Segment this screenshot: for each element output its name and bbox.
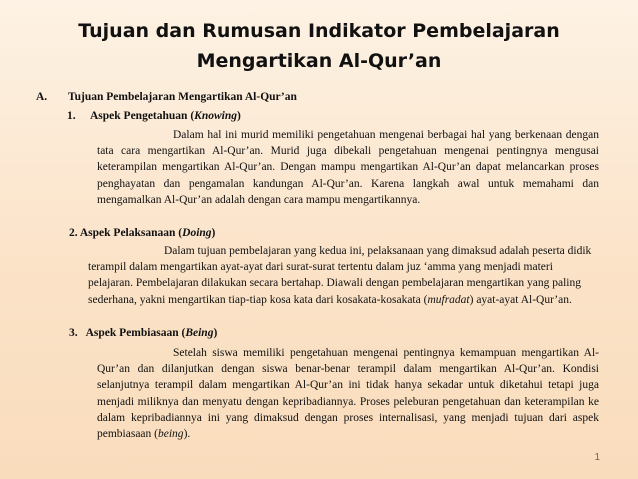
section-a-label: Tujuan Pembelajaran Mengartikan Al-Qur’an (68, 91, 297, 103)
slide-title (0, 16, 638, 76)
item-3-italic-term: being (158, 428, 184, 441)
item-3-text-before: Setelah siswa memiliki pengetahuan mengenai pentingnya kemampuan mengartikan Al-Qur’an dan dilanjutkan dengan siswa benar-benar terampil dalam mengartikan Al-Qur’an. Kondisi selanjutnya terampil dalam mengartikan Al-Qur’an ini tidak hanya sekadar untuk diketahui tetapi juga menjadi miliknya dan menyatu dengan kepribadiannya. Proses peleburan pengetahuan dan keterampilan ke dalam kepribadiannya ini yang dimaksud dengan proses internalisasi, yang menjadi tujuan dari aspek pembiasaan ( (97, 347, 599, 441)
item-2-italic-term: mufradat (427, 293, 470, 306)
title-line-2: Mengartikan Al-Qur’an (196, 50, 442, 72)
item-1-paragraph (97, 127, 599, 208)
item-3-text-after: ). (183, 428, 191, 441)
item-1-term: Knowing (194, 110, 237, 122)
section-a-letter: A. (36, 91, 48, 103)
item-1-heading: 1. Aspek Pengetahuan (Knowing) (67, 110, 241, 122)
page-number: 1 (594, 452, 600, 463)
item-3-number: 3. (69, 327, 78, 339)
item-3-term: Being (185, 327, 214, 339)
title-line-1: Tujuan dan Rumusan Indikator Pembelajaran (78, 20, 560, 42)
item-2-text-after: ) ayat-ayat Al-Qur’an. (469, 293, 572, 306)
item-1-number: 1. (67, 110, 76, 122)
item-2-paragraph (88, 243, 598, 308)
item-2-term: Doing (182, 227, 212, 239)
item-1-text: Dalam hal ini murid memiliki pengetahuan mengenai berbagai hal yang berkenaan dengan tata cara mengartikan Al-Qur’an. Murid juga dibekali pengetahuan mengenai pentingnya mengusai keterampilan mengartikan Al-Qur’an. Dengan mampu mengartikan Al-Qur’an dapat melancarkan proses penghayatan dan pengamalan kandungan Al-Qur’an. Karena langkah awal untuk memahami dan mengamalkan Al-Qur’an adalah dengan cara mampu mengartikannya. (97, 129, 599, 206)
item-2-text-before: Dalam tujuan pembelajaran yang kedua ini, pelaksanaan yang dimaksud adalah peserta didik terampil dalam mengartikan ayat-ayat dari surat-surat tertentu dalam juz ‘amma yang menjadi materi pelajaran. Pembelajaran dilakukan secara bertahap. Diawali dengan pembelajaran mengartikan yang paling sederhana, yakni mengartikan tiap-tiap kosa kata dari kosakata-kosakata ( (88, 245, 592, 306)
item-1-label: Aspek Pengetahuan (90, 110, 188, 122)
item-3-paragraph (97, 345, 599, 442)
section-a-heading (36, 91, 297, 103)
item-2-label: Aspek Pelaksanaan (79, 227, 176, 239)
item-3-label: Aspek Pembiasaan (85, 327, 179, 339)
item-3-heading: 3. Aspek Pembiasaan (Being) (69, 327, 218, 339)
item-2-number: 2. (69, 227, 78, 239)
item-2-heading: 2. Aspek Pelaksanaan (Doing) (69, 227, 216, 239)
